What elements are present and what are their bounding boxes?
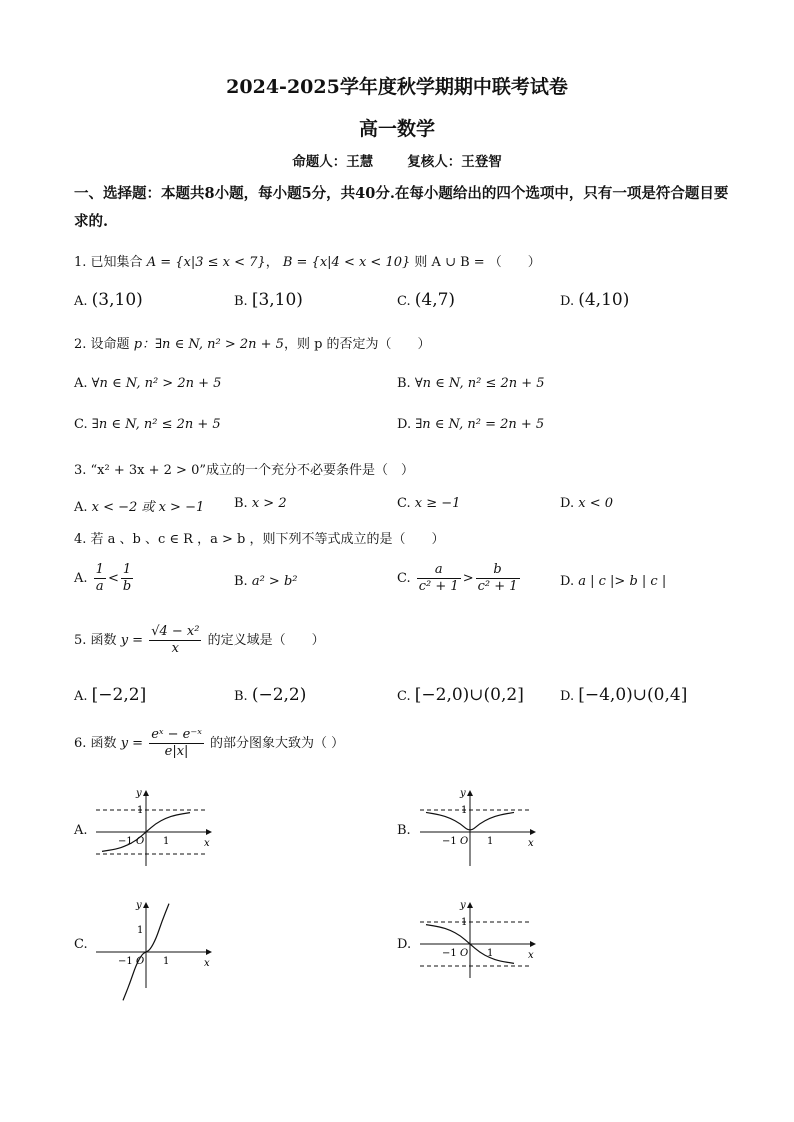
q6-option-a-label: A.	[74, 823, 88, 838]
q5-option-a: A. [−2,2]	[74, 685, 147, 705]
tick-label-1: 1	[487, 836, 494, 847]
q6-graph-d	[418, 900, 538, 980]
x-axis-arrow	[206, 949, 212, 955]
x-axis-label: x	[528, 950, 534, 961]
origin-label: O	[136, 956, 145, 967]
question-3: 3. “x² + 3x + 2 > 0”成立的一个充分不必要条件是（ ）	[74, 463, 414, 478]
y-axis-arrow	[143, 790, 149, 796]
q1-comma: ，	[265, 255, 279, 270]
x-axis-label: x	[204, 838, 210, 849]
q1-prefix: 1. 已知集合	[74, 255, 143, 270]
q2-option-b: B. ∀n ∈ N, n² ≤ 2n + 5	[397, 376, 545, 391]
q6-graph-c	[94, 900, 214, 990]
q2-ask: ，则 p 的否定为（ ）	[283, 337, 431, 352]
y-axis-label: y	[460, 788, 466, 799]
q2-option-d: D. ∃n ∈ N, n² = 2n + 5	[397, 417, 545, 432]
q3-option-d: D. x < 0	[560, 496, 613, 511]
tick-label-neg1: −1	[442, 948, 457, 959]
q5-option-d: D. [−4,0)∪(0,4]	[560, 685, 688, 705]
section-heading: 一、选择题：本题共8小题，每小题5分，共40分.在每小题给出的四个选项中，只有一项是符合题目要求的.	[74, 185, 729, 230]
q2-prefix: 2. 设命题	[74, 337, 130, 352]
subject-title: 高一数学	[358, 118, 435, 140]
q2-proposition: p：∃n ∈ N, n² > 2n + 5	[133, 337, 284, 352]
q2-option-c: C. ∃n ∈ N, n² ≤ 2n + 5	[74, 417, 221, 432]
tick-label-neg1: −1	[442, 836, 457, 847]
q6-graph-b	[418, 788, 538, 868]
tick-label-neg1: −1	[118, 956, 133, 967]
y-axis-arrow	[467, 790, 473, 796]
q5-option-c: C. [−2,0)∪(0,2]	[397, 685, 524, 705]
tick-label-neg1: −1	[118, 836, 133, 847]
q3-option-c: C. x ≥ −1	[397, 496, 461, 511]
q6-option-c-label: C.	[74, 937, 88, 952]
x-axis-label: x	[204, 958, 210, 969]
x-axis-arrow	[206, 829, 212, 835]
q1-set-b: B = {x|4 < x < 10}	[282, 255, 411, 270]
y-tick-label-1: 1	[461, 805, 468, 816]
question-5: 5. 函数 y = $\frac{\text{√4 − x²}}{x}$ 的定义域是（ ）	[74, 624, 325, 656]
q3-option-a: A. x < −2 或 x > −1	[74, 500, 205, 515]
tick-label-1: 1	[163, 956, 170, 967]
question-4: 4. 若 a 、b 、c ∈ R ，a > b ，则下列不等式成立的是（ ）	[74, 532, 445, 547]
q4-option-d: D. a | c |> b | c |	[560, 574, 667, 589]
reviewer: 复核人：王登智	[407, 154, 502, 170]
origin-label: O	[460, 948, 469, 959]
q4-option-c: C. $\frac{a}{\text{c² + 1}}$ > $\frac{b}{\text{c² + 1}}$	[397, 562, 518, 594]
author: 命题人：王慧	[292, 154, 374, 170]
y-tick-label-1: 1	[461, 917, 468, 928]
y-axis-label: y	[136, 900, 142, 911]
q1-ask: 则 A ∪ B = （ ）	[414, 255, 541, 270]
question-2	[74, 333, 431, 352]
q6-option-b-label: B.	[397, 823, 411, 838]
q5-option-b: B. (−2,2)	[234, 685, 307, 705]
y-axis-arrow	[143, 902, 149, 908]
exam-title: 2024-2025学年度秋学期期中联考试卷	[226, 76, 568, 98]
q1-option-b: B. [3,10)	[234, 290, 303, 310]
y-axis-arrow	[467, 902, 473, 908]
y-tick-label-1: 1	[137, 805, 144, 816]
y-tick-label-1: 1	[137, 925, 144, 936]
q2-option-a: A. ∀n ∈ N, n² > 2n + 5	[74, 376, 222, 391]
tick-label-1: 1	[487, 948, 494, 959]
q1-option-c: C. (4,7)	[397, 290, 456, 310]
origin-label: O	[136, 836, 145, 847]
x-axis-arrow	[530, 941, 536, 947]
q1-set-a: A = {x|3 ≤ x < 7}	[146, 255, 266, 270]
q6-graph-a	[94, 788, 214, 868]
q4-option-a: A. $\frac{1}{a}$ < $\frac{1}{b}$	[74, 562, 132, 594]
q3-option-b: B. x > 2	[234, 496, 287, 511]
question-1	[74, 251, 541, 270]
y-axis-label: y	[136, 788, 142, 799]
authors-line	[0, 150, 794, 170]
y-axis-label: y	[460, 900, 466, 911]
question-6: 6. 函数 y = $\frac{\text{eˣ − e⁻ˣ}}{e|x|}$ 的部分图象大致为（ ）	[74, 727, 345, 759]
q1-option-a: A. (3,10)	[74, 290, 143, 310]
q4-option-b: B. a² > b²	[234, 574, 298, 589]
tick-label-1: 1	[163, 836, 170, 847]
x-axis-label: x	[528, 838, 534, 849]
q6-option-d-label: D.	[397, 937, 412, 952]
origin-label: O	[460, 836, 469, 847]
x-axis-arrow	[530, 829, 536, 835]
q1-option-d: D. (4,10)	[560, 290, 630, 310]
